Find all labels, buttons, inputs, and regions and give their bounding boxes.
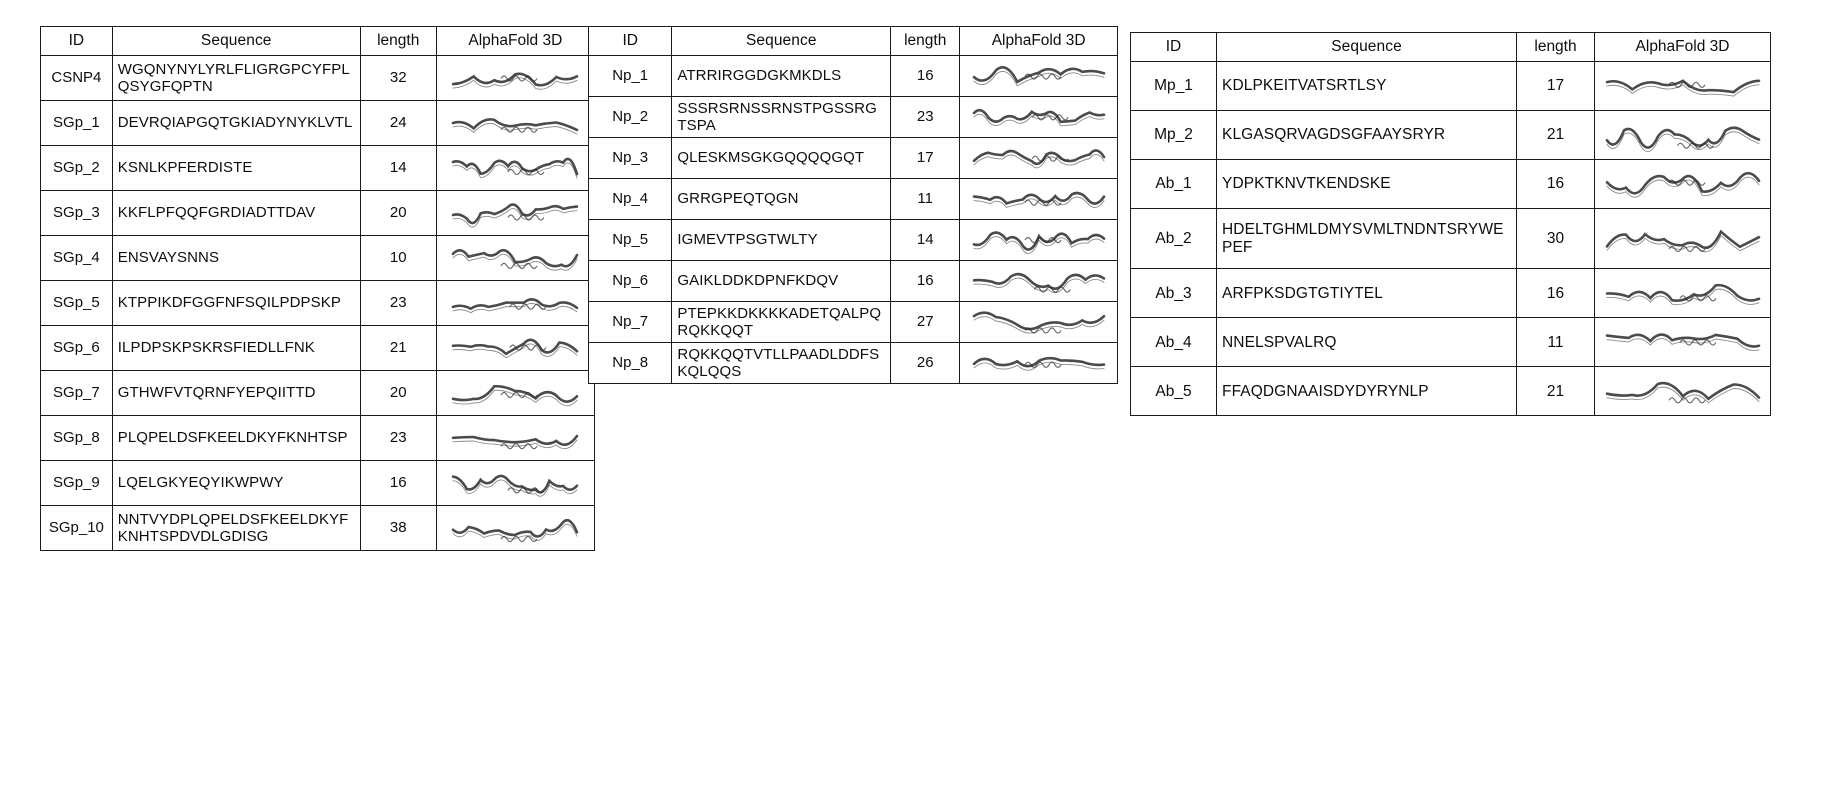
cell-sequence: GTHWFVTQRNFYEPQIITTD bbox=[112, 370, 360, 415]
table-row bbox=[41, 235, 595, 280]
table-row bbox=[1131, 269, 1771, 318]
cell-length: 32 bbox=[360, 55, 436, 100]
alphafold-ribbon-icon bbox=[960, 301, 1118, 342]
cell-sequence: QLESKMSGKGQQQQGQT bbox=[672, 137, 891, 178]
cell-length: 11 bbox=[1517, 318, 1595, 367]
cell-length: 14 bbox=[891, 219, 960, 260]
table-body bbox=[589, 55, 1118, 383]
alphafold-ribbon-icon bbox=[960, 260, 1118, 301]
table-row bbox=[1131, 318, 1771, 367]
cell-sequence: ATRRIRGGDGKMKDLS bbox=[672, 55, 891, 96]
table-header bbox=[589, 27, 1118, 56]
cell-id: Mp_2 bbox=[1131, 110, 1217, 159]
table-row bbox=[1131, 110, 1771, 159]
column-header-sequence: Sequence bbox=[1217, 33, 1517, 62]
table-header-row bbox=[41, 27, 595, 56]
table-header-row bbox=[1131, 33, 1771, 62]
cell-sequence: NNELSPVALRQ bbox=[1217, 318, 1517, 367]
alphafold-ribbon-icon bbox=[436, 235, 594, 280]
cell-sequence: ILPDPSKPSKRSFIEDLLFNK bbox=[112, 325, 360, 370]
cell-sequence: KDLPKEITVATSRTLSY bbox=[1217, 61, 1517, 110]
alphafold-ribbon-icon bbox=[960, 55, 1118, 96]
table-row bbox=[589, 260, 1118, 301]
cell-id: SGp_9 bbox=[41, 460, 113, 505]
column-header-alphafold: AlphaFold 3D bbox=[436, 27, 594, 56]
table-row bbox=[1131, 367, 1771, 416]
table-row bbox=[589, 55, 1118, 96]
alphafold-ribbon-icon bbox=[1595, 367, 1771, 416]
cell-length: 16 bbox=[360, 460, 436, 505]
alphafold-ribbon-icon bbox=[436, 280, 594, 325]
cell-sequence: KTPPIKDFGGFNFSQILPDPSKP bbox=[112, 280, 360, 325]
table-body bbox=[41, 55, 595, 550]
column-header-sequence: Sequence bbox=[112, 27, 360, 56]
cell-id: SGp_7 bbox=[41, 370, 113, 415]
cell-sequence: GRRGPEQTQGN bbox=[672, 178, 891, 219]
alphafold-ribbon-icon bbox=[436, 145, 594, 190]
cell-id: Np_6 bbox=[589, 260, 672, 301]
cell-id: SGp_8 bbox=[41, 415, 113, 460]
table-header bbox=[1131, 33, 1771, 62]
cell-sequence: ENSVAYSNNS bbox=[112, 235, 360, 280]
table-row bbox=[41, 325, 595, 370]
cell-id: SGp_1 bbox=[41, 100, 113, 145]
cell-length: 23 bbox=[360, 415, 436, 460]
table-row bbox=[41, 190, 595, 235]
table-row bbox=[41, 505, 595, 550]
table-body bbox=[1131, 61, 1771, 416]
table-row bbox=[589, 342, 1118, 383]
cell-length: 11 bbox=[891, 178, 960, 219]
alphafold-ribbon-icon bbox=[1595, 208, 1771, 269]
cell-length: 23 bbox=[360, 280, 436, 325]
cell-id: CSNP4 bbox=[41, 55, 113, 100]
alphafold-ribbon-icon bbox=[436, 325, 594, 370]
cell-id: SGp_5 bbox=[41, 280, 113, 325]
cell-id: Ab_3 bbox=[1131, 269, 1217, 318]
cell-id: Np_7 bbox=[589, 301, 672, 342]
alphafold-ribbon-icon bbox=[960, 96, 1118, 137]
cell-sequence: RQKKQQTVTLLPAADLDDFSKQLQQS bbox=[672, 342, 891, 383]
cell-id: Np_2 bbox=[589, 96, 672, 137]
cell-sequence: PLQPELDSFKEELDKYFKNHTSP bbox=[112, 415, 360, 460]
cell-id: Np_4 bbox=[589, 178, 672, 219]
cell-length: 16 bbox=[891, 260, 960, 301]
column-header-id: ID bbox=[589, 27, 672, 56]
table-row bbox=[41, 100, 595, 145]
alphafold-ribbon-icon bbox=[960, 342, 1118, 383]
table-row bbox=[589, 96, 1118, 137]
cell-length: 20 bbox=[360, 190, 436, 235]
alphafold-ribbon-icon bbox=[1595, 110, 1771, 159]
alphafold-ribbon-icon bbox=[1595, 61, 1771, 110]
table-row bbox=[41, 415, 595, 460]
table-row bbox=[41, 55, 595, 100]
cell-sequence: SSSRSRNSSRNSTPGSSRGTSPA bbox=[672, 96, 891, 137]
column-header-sequence: Sequence bbox=[672, 27, 891, 56]
alphafold-ribbon-icon bbox=[436, 370, 594, 415]
cell-length: 21 bbox=[360, 325, 436, 370]
cell-sequence: GAIKLDDKDPNFKDQV bbox=[672, 260, 891, 301]
cell-id: Np_8 bbox=[589, 342, 672, 383]
column-header-length: length bbox=[360, 27, 436, 56]
table-header-row bbox=[589, 27, 1118, 56]
column-header-id: ID bbox=[41, 27, 113, 56]
cell-length: 17 bbox=[1517, 61, 1595, 110]
cell-id: Ab_2 bbox=[1131, 208, 1217, 269]
cell-id: Ab_4 bbox=[1131, 318, 1217, 367]
alphafold-ribbon-icon bbox=[436, 55, 594, 100]
cell-sequence: ARFPKSDGTGTIYTEL bbox=[1217, 269, 1517, 318]
column-header-length: length bbox=[891, 27, 960, 56]
cell-id: SGp_6 bbox=[41, 325, 113, 370]
cell-sequence: LQELGKYEQYIKWPWY bbox=[112, 460, 360, 505]
alphafold-ribbon-icon bbox=[1595, 269, 1771, 318]
alphafold-ribbon-icon bbox=[960, 219, 1118, 260]
cell-id: SGp_3 bbox=[41, 190, 113, 235]
column-header-alphafold: AlphaFold 3D bbox=[960, 27, 1118, 56]
cell-id: Ab_5 bbox=[1131, 367, 1217, 416]
cell-length: 30 bbox=[1517, 208, 1595, 269]
alphafold-ribbon-icon bbox=[436, 100, 594, 145]
table-row bbox=[41, 370, 595, 415]
csnp-sgp-peptide-table bbox=[40, 26, 595, 551]
mp-ab-peptide-table bbox=[1130, 32, 1771, 416]
table-row bbox=[589, 137, 1118, 178]
cell-sequence: KKFLPFQQFGRDIADTTDAV bbox=[112, 190, 360, 235]
column-header-alphafold: AlphaFold 3D bbox=[1595, 33, 1771, 62]
cell-length: 16 bbox=[1517, 269, 1595, 318]
cell-length: 16 bbox=[1517, 159, 1595, 208]
cell-sequence: KLGASQRVAGDSGFAAYSRYR bbox=[1217, 110, 1517, 159]
alphafold-ribbon-icon bbox=[1595, 159, 1771, 208]
table-row bbox=[589, 178, 1118, 219]
cell-length: 38 bbox=[360, 505, 436, 550]
table-row bbox=[1131, 159, 1771, 208]
np-peptide-table bbox=[588, 26, 1118, 384]
cell-length: 20 bbox=[360, 370, 436, 415]
cell-id: SGp_4 bbox=[41, 235, 113, 280]
cell-sequence: WGQNYNYLYRLFLIGRGPCYFPLQSYGFQPTN bbox=[112, 55, 360, 100]
cell-sequence: PTEPKKDKKKKADETQALPQRQKKQQT bbox=[672, 301, 891, 342]
cell-id: Np_3 bbox=[589, 137, 672, 178]
cell-length: 17 bbox=[891, 137, 960, 178]
cell-length: 21 bbox=[1517, 110, 1595, 159]
table-row bbox=[41, 280, 595, 325]
table-row bbox=[1131, 208, 1771, 269]
cell-length: 27 bbox=[891, 301, 960, 342]
alphafold-ribbon-icon bbox=[960, 178, 1118, 219]
cell-length: 16 bbox=[891, 55, 960, 96]
cell-length: 23 bbox=[891, 96, 960, 137]
cell-sequence: HDELTGHMLDMYSVMLTNDNTSRYWEPEF bbox=[1217, 208, 1517, 269]
table-row bbox=[1131, 61, 1771, 110]
alphafold-ribbon-icon bbox=[1595, 318, 1771, 367]
table-row bbox=[589, 219, 1118, 260]
cell-id: SGp_2 bbox=[41, 145, 113, 190]
column-header-length: length bbox=[1517, 33, 1595, 62]
alphafold-ribbon-icon bbox=[436, 415, 594, 460]
cell-id: Ab_1 bbox=[1131, 159, 1217, 208]
cell-length: 26 bbox=[891, 342, 960, 383]
column-header-id: ID bbox=[1131, 33, 1217, 62]
cell-length: 24 bbox=[360, 100, 436, 145]
cell-sequence: YDPKTKNVTKENDSKE bbox=[1217, 159, 1517, 208]
cell-sequence: DEVRQIAPGQTGKIADYNYKLVTL bbox=[112, 100, 360, 145]
cell-sequence: FFAQDGNAAISDYDYRYNLP bbox=[1217, 367, 1517, 416]
cell-sequence: IGMEVTPSGTWLTY bbox=[672, 219, 891, 260]
alphafold-ribbon-icon bbox=[436, 460, 594, 505]
table-header bbox=[41, 27, 595, 56]
cell-id: Mp_1 bbox=[1131, 61, 1217, 110]
cell-length: 10 bbox=[360, 235, 436, 280]
cell-id: SGp_10 bbox=[41, 505, 113, 550]
cell-id: Np_1 bbox=[589, 55, 672, 96]
table-row bbox=[589, 301, 1118, 342]
alphafold-ribbon-icon bbox=[960, 137, 1118, 178]
alphafold-ribbon-icon bbox=[436, 190, 594, 235]
cell-length: 14 bbox=[360, 145, 436, 190]
cell-sequence: KSNLKPFERDISTE bbox=[112, 145, 360, 190]
cell-sequence: NNTVYDPLQPELDSFKEELDKYFKNHTSPDVDLGDISG bbox=[112, 505, 360, 550]
cell-id: Np_5 bbox=[589, 219, 672, 260]
table-row bbox=[41, 460, 595, 505]
table-row bbox=[41, 145, 595, 190]
alphafold-ribbon-icon bbox=[436, 505, 594, 550]
cell-length: 21 bbox=[1517, 367, 1595, 416]
